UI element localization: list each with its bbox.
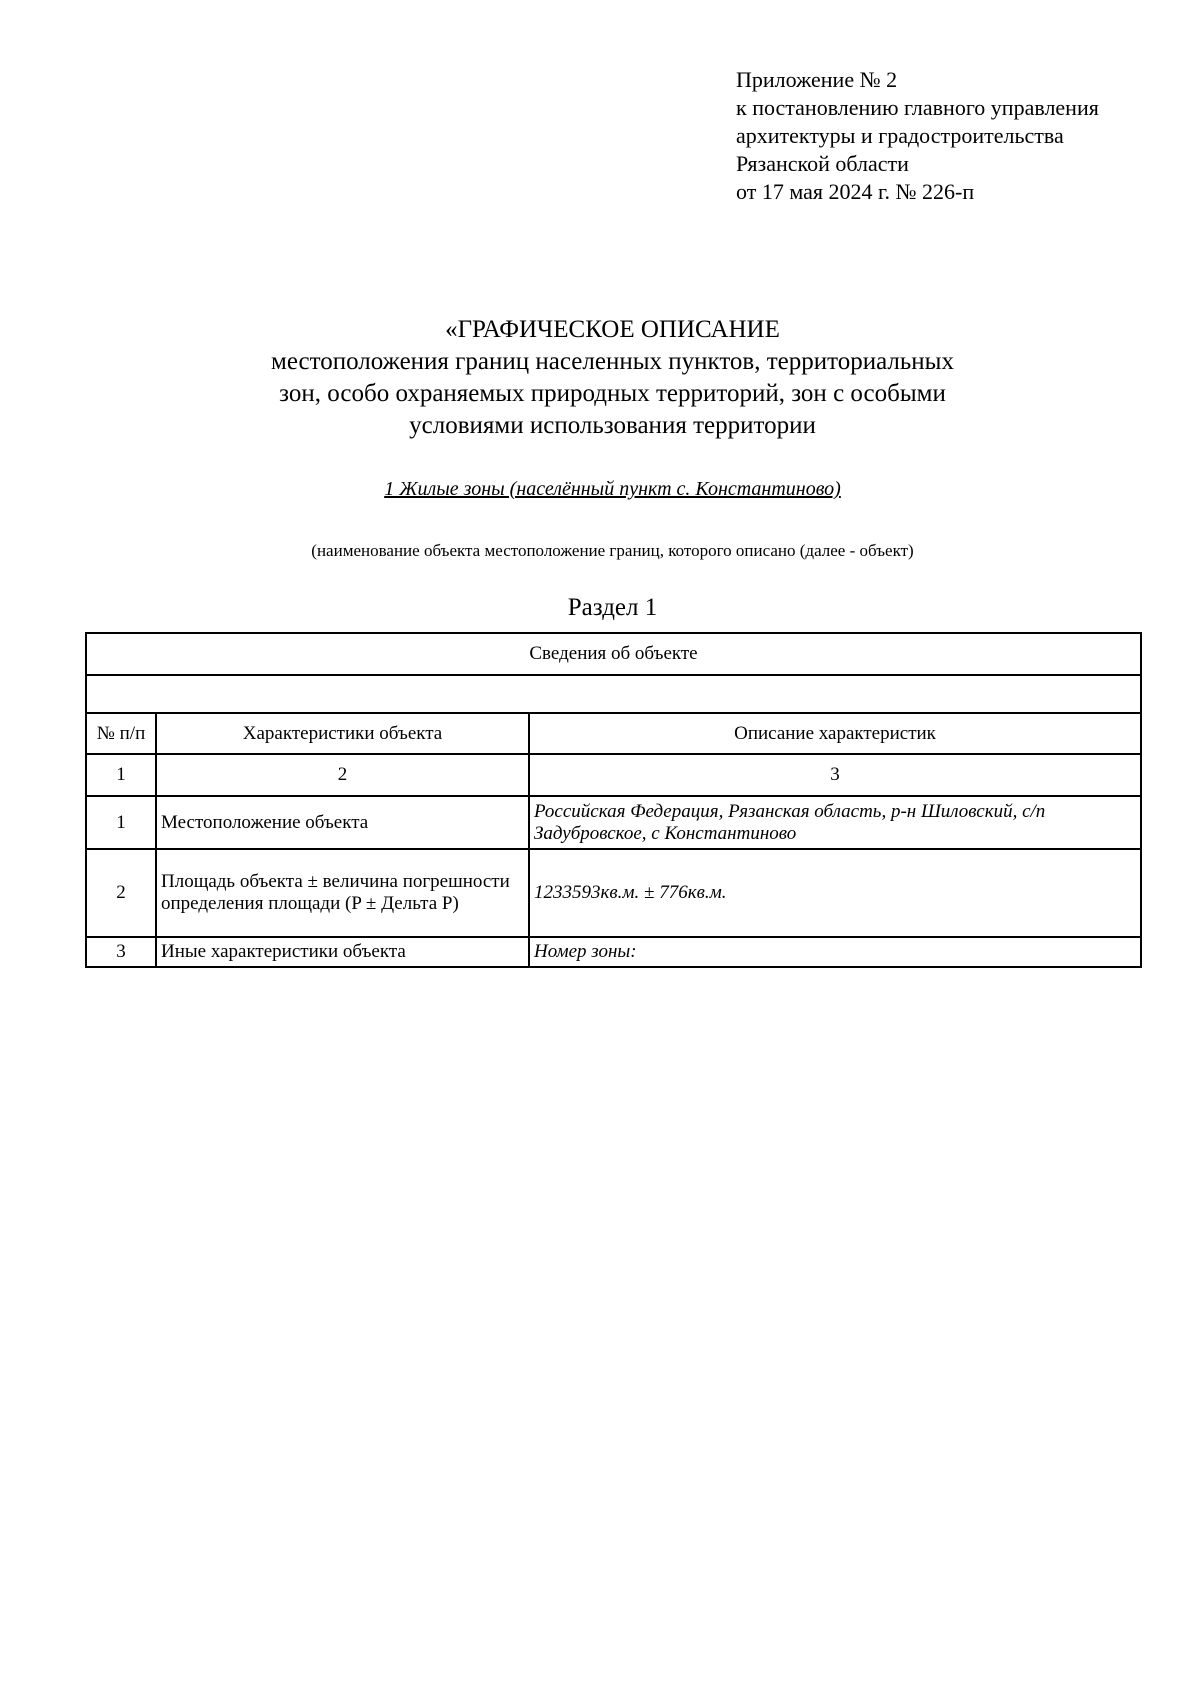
row-description: 1233593кв.м. ± 776кв.м. [529, 849, 1141, 937]
table-empty-row [86, 675, 1141, 713]
row-number: 3 [86, 937, 156, 967]
column-header-description: Описание характеристик [529, 713, 1141, 754]
appendix-line: Приложение № 2 [736, 67, 898, 92]
appendix-line: от 17 мая 2024 г. № 226-п [736, 179, 975, 204]
row-number: 2 [86, 849, 156, 937]
column-number: 1 [86, 754, 156, 796]
title-line: местоположения границ населенных пунктов, территориальных [271, 348, 954, 375]
table-row [86, 937, 1141, 967]
row-number: 1 [86, 796, 156, 849]
row-description: Российская Федерация, Рязанская область, р-н Шиловский, с/п Задубровское, с Константиново [529, 796, 1141, 849]
column-number: 2 [156, 754, 529, 796]
title-line: зон, особо охраняемых природных территорий, зон с особыми [279, 380, 946, 407]
object-info-table [85, 632, 1142, 968]
object-caption: (наименование объекта местоположение границ, которого описано (далее - объект) [311, 541, 914, 560]
appendix-line: к постановлению главного управления [736, 95, 1099, 120]
row-characteristic: Местоположение объекта [156, 796, 529, 849]
table-heading-row [86, 633, 1141, 675]
column-header-characteristic: Характеристики объекта [156, 713, 529, 754]
section-title: Раздел 1 [567, 594, 658, 621]
row-description: Номер зоны: [529, 937, 1141, 967]
table-row [86, 796, 1141, 849]
table-row [86, 849, 1141, 937]
table-header-row [86, 713, 1141, 754]
row-characteristic: Площадь объекта ± величина погрешности определения площади (P ± Дельта P) [156, 849, 529, 937]
appendix-line: архитектуры и градостроительства [736, 123, 1064, 148]
row-characteristic: Иные характеристики объекта [156, 937, 529, 967]
appendix-header [736, 66, 1099, 206]
object-name-text: 1 Жилые зоны (населённый пункт с. Константиново) [384, 478, 841, 500]
table-heading: Сведения об объекте [86, 633, 1141, 675]
empty-cell [86, 675, 1141, 713]
appendix-line: Рязанской области [736, 151, 909, 176]
table-column-numbers-row [86, 754, 1141, 796]
document-title [0, 314, 1200, 442]
object-name [0, 478, 1200, 501]
column-header-num: № п/п [86, 713, 156, 754]
title-line: «ГРАФИЧЕСКОЕ ОПИСАНИЕ [445, 316, 780, 343]
title-line: условиями использования территории [409, 412, 816, 439]
column-number: 3 [529, 754, 1141, 796]
